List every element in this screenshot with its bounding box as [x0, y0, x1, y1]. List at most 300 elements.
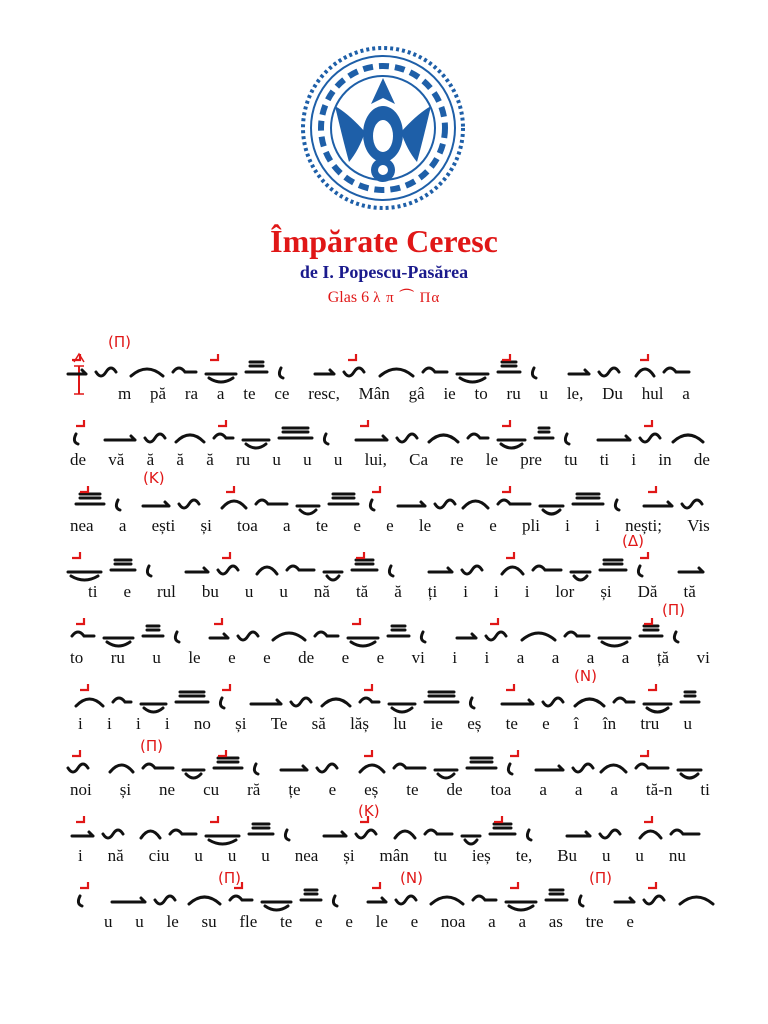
lyric-syllable: de	[70, 450, 87, 469]
neume-gorgon	[297, 506, 319, 514]
lyric-syllable: ru	[110, 648, 125, 667]
neume-apostrophos	[220, 684, 230, 708]
lyric-syllable: a	[516, 648, 525, 667]
lyric-syllable: pli	[521, 516, 540, 535]
lyric-syllable: și	[235, 714, 247, 733]
martyria-ni: (N)	[400, 869, 423, 887]
lyric-syllable: ciu	[148, 846, 170, 865]
lyric-syllable: Mân	[358, 384, 390, 403]
neume-ison	[315, 632, 338, 636]
neume-oligon	[105, 436, 135, 440]
neume-ison	[173, 368, 196, 372]
lyric-syllable: ță	[656, 648, 670, 667]
lyric-line	[70, 779, 710, 801]
lyric-syllable: e	[315, 912, 323, 931]
lyric-syllable: u	[333, 450, 343, 469]
lyric-syllable: ru	[506, 384, 521, 403]
lyric-syllable: te	[315, 516, 329, 535]
neume-petasti	[131, 369, 163, 376]
neume-petasti	[76, 684, 103, 706]
neume-klasma	[573, 494, 603, 504]
lyric-syllable: u	[244, 582, 254, 601]
neume-yporoi	[644, 882, 664, 904]
neume-ison	[671, 830, 699, 834]
lyric-syllable: eș	[364, 780, 379, 799]
neume-klasma	[498, 354, 520, 372]
dove-emblem-image	[299, 44, 467, 212]
neume-klasma	[388, 626, 409, 636]
neume-petasti	[273, 633, 305, 640]
neume-oligon	[210, 618, 228, 638]
lyric-syllable: ti	[599, 450, 610, 469]
neume-petasti	[431, 897, 463, 904]
neume-ison	[565, 632, 589, 636]
lyric-syllable: ți	[427, 582, 438, 601]
lyric-syllable: u	[279, 582, 288, 601]
neume-oligon	[356, 420, 387, 440]
neume-ison	[533, 566, 561, 570]
lyric-syllable: î	[573, 714, 579, 733]
lyric-syllable: tă	[355, 582, 369, 601]
neume-petasti	[429, 435, 458, 442]
lyric-line	[70, 449, 710, 471]
neume-oligon	[679, 568, 703, 572]
neume-klasma	[352, 552, 377, 570]
lyric-syllable: ă	[146, 450, 155, 469]
neume-oligon	[315, 370, 334, 374]
neume-oligon	[567, 832, 590, 836]
lyric-syllable: lu	[393, 714, 407, 733]
lyric-syllable: u	[194, 846, 203, 865]
neume-ison	[287, 566, 314, 570]
neume-apostrophos	[147, 566, 151, 576]
lyric-syllable: a	[539, 780, 547, 799]
neume-yporoi	[462, 566, 482, 574]
lyric-syllable: i	[78, 846, 83, 865]
neume-ison	[360, 684, 379, 702]
lyric-syllable: nă	[107, 846, 124, 865]
neume-yporoi	[600, 830, 620, 838]
neume-oligon	[615, 898, 634, 902]
neume-petasti	[189, 897, 220, 904]
neume-apostrophos	[508, 750, 518, 774]
martyria-pa: (Π)	[108, 333, 131, 351]
lyric-syllable: u	[601, 846, 611, 865]
lyric-syllable: ti	[88, 582, 98, 601]
lyric-syllable: rul	[157, 582, 176, 601]
lyric-syllable: a	[283, 516, 291, 535]
lyric-syllable: e	[345, 912, 353, 931]
neume-gorgon	[206, 816, 239, 844]
lyric-syllable: Du	[602, 384, 623, 403]
neume-gorgon	[262, 902, 291, 910]
neume-petasti	[640, 816, 661, 838]
lyric-syllable: gâ	[408, 384, 425, 403]
lyric-syllable: nă	[313, 582, 330, 601]
martyria-pa: (Π)	[662, 601, 685, 619]
martyria-pa: (Π)	[589, 869, 612, 887]
lyric-syllable: Dă	[637, 582, 658, 601]
neume-oligon	[186, 568, 208, 572]
lyric-syllable: ce	[274, 384, 290, 403]
lyric-syllable: de	[446, 780, 463, 799]
neume-gorgon	[457, 374, 488, 382]
neume-ison	[473, 896, 496, 900]
lyric-syllable: Te	[270, 714, 288, 733]
lyric-syllable: tă	[683, 582, 696, 601]
lyric-syllable: le	[375, 912, 388, 931]
neume-oligon	[68, 354, 86, 374]
lyric-syllable: in	[658, 450, 672, 469]
neume-petasti	[575, 699, 604, 706]
neume-oligon	[569, 370, 589, 374]
lyric-syllable: to	[474, 384, 488, 403]
neume-klasma	[546, 890, 567, 900]
neume-yporoi	[396, 896, 416, 904]
neume-petasti	[110, 765, 133, 772]
neume-ison	[394, 764, 425, 768]
neume-apostrophos	[333, 896, 337, 906]
lyric-syllable: nea	[294, 846, 319, 865]
neume-apostrophos	[527, 830, 531, 840]
lyric-syllable: ă	[394, 582, 402, 601]
neume-gorgon	[571, 572, 590, 580]
neume-klasma	[279, 428, 312, 438]
neume-ison	[170, 830, 196, 834]
neume-apostrophos	[175, 632, 179, 642]
lyric-syllable: te	[243, 384, 256, 403]
neume-oligon	[72, 816, 93, 836]
neume-gorgon	[644, 684, 671, 712]
neume-yporoi	[435, 500, 455, 508]
neume-oligon	[143, 502, 169, 506]
neume-klasma	[640, 618, 662, 636]
lyric-syllable: lui,	[364, 450, 387, 469]
lyric-syllable: a	[216, 384, 225, 403]
lyric-syllable: no	[193, 714, 211, 733]
lyric-syllable: tu	[433, 846, 447, 865]
neume-apostrophos	[470, 698, 474, 708]
lyric-syllable: u	[135, 912, 144, 931]
neume-oligon	[368, 882, 386, 902]
neume-ison	[468, 434, 488, 438]
neume-ison	[230, 882, 252, 900]
neume-petasti	[322, 699, 350, 706]
lyric-syllable: a	[682, 384, 690, 403]
martyria-di: (Δ)	[622, 532, 644, 550]
lyric-syllable: u	[303, 450, 312, 469]
lyric-syllable: e	[228, 648, 236, 667]
lyric-syllable: de	[298, 648, 315, 667]
neume-petasti	[673, 435, 703, 442]
lyric-syllable: Vis	[687, 516, 710, 535]
neume-oligon	[502, 684, 533, 704]
lyric-syllable: lor	[555, 582, 575, 601]
lyric-syllable: nu	[668, 846, 686, 865]
neume-klasma	[301, 890, 321, 900]
lyric-syllable: as	[548, 912, 563, 931]
lyric-syllable: nești;	[625, 516, 662, 535]
neume-ison	[614, 698, 634, 702]
lyric-syllable: tru	[640, 714, 660, 733]
martyria-ke: (K)	[143, 469, 165, 487]
neume-ison	[256, 500, 287, 504]
neume-gorgon	[462, 836, 480, 844]
neume-klasma	[111, 560, 135, 570]
lyric-syllable: ră	[247, 780, 261, 799]
neume-gorgon	[599, 638, 630, 646]
lyric-syllable: i	[631, 450, 637, 469]
neume-oligon	[398, 502, 425, 506]
neume-yporoi	[238, 632, 258, 640]
neume-yporoi	[155, 896, 175, 904]
neume-yporoi	[573, 764, 593, 772]
neume-yporoi	[103, 830, 123, 838]
neume-klasma	[329, 494, 358, 504]
lyric-line	[78, 845, 686, 867]
neume-apostrophos	[279, 368, 283, 378]
lyric-syllable: te,	[515, 846, 533, 865]
neume-yporoi	[543, 698, 563, 706]
lyric-syllable: a	[518, 912, 526, 931]
lyric-syllable: țe	[288, 780, 301, 799]
lyric-syllable: e	[341, 648, 350, 667]
lyric-line	[118, 383, 690, 405]
mode-signature: λ π ⏜ Πα	[373, 290, 441, 306]
lyric-line	[104, 911, 634, 933]
neume-klasma	[600, 560, 626, 570]
lyric-syllable: a	[551, 648, 560, 667]
neume-apostrophos	[78, 882, 88, 906]
neume-klasma	[425, 692, 458, 702]
lyric-syllable: to	[70, 648, 84, 667]
lyric-syllable: m	[118, 384, 132, 403]
neume-petasti	[522, 633, 555, 640]
neume-gorgon	[540, 506, 563, 514]
lyric-syllable: resc,	[308, 384, 340, 403]
neume-klasma	[176, 692, 208, 702]
martyria-pa: (Π)	[140, 737, 163, 755]
lyric-syllable: e	[328, 780, 337, 799]
author-line: de I. Popescu-Pasărea	[299, 262, 469, 282]
lyric-syllable: eș	[467, 714, 482, 733]
neume-gorgon	[348, 618, 378, 646]
lyric-syllable: e	[489, 516, 497, 535]
lyric-syllable: toa	[490, 780, 512, 799]
neume-yporoi	[145, 434, 165, 442]
lyric-syllable: ru	[235, 450, 251, 469]
lyric-syllable: a	[610, 780, 618, 799]
neume-petasti	[141, 831, 160, 838]
lyric-syllable: i	[484, 648, 490, 667]
neume-apostrophos	[532, 368, 536, 378]
lyric-syllable: ne	[159, 780, 176, 799]
lyric-syllable: și	[600, 582, 612, 601]
neume-ison	[113, 698, 131, 702]
lyric-syllable: cu	[203, 780, 220, 799]
lyric-syllable: e	[353, 516, 361, 535]
martyria-ke: (K)	[358, 802, 380, 820]
lyric-syllable: a	[118, 516, 127, 535]
lyric-syllable: ie	[430, 714, 443, 733]
neume-petasti	[502, 552, 523, 574]
neume-apostrophos	[285, 830, 289, 840]
neume-oligon	[324, 832, 346, 836]
neume-yporoi	[640, 420, 660, 442]
lyric-syllable: ești	[151, 516, 176, 535]
lyric-syllable: Ca	[409, 450, 428, 469]
neume-yporoi	[291, 698, 311, 706]
neume-oligon	[644, 486, 672, 506]
neume-yporoi	[218, 552, 238, 574]
lyric-syllable: a	[621, 648, 630, 667]
neume-yporoi	[486, 618, 506, 640]
neume-petasti	[636, 354, 654, 376]
neume-apostrophos	[74, 420, 84, 444]
lyric-syllable: noi	[70, 780, 92, 799]
neume-klasma	[681, 692, 699, 702]
neume-gorgon	[206, 354, 236, 382]
lyric-syllable: e	[123, 582, 131, 601]
lyric-syllable: a	[488, 912, 496, 931]
neume-klasma	[535, 428, 553, 438]
neume-oligon	[598, 436, 630, 440]
lyric-syllable: a	[574, 780, 583, 799]
lyric-syllable: i	[135, 714, 141, 733]
lyric-syllable: i	[452, 648, 458, 667]
neume-petasti	[380, 369, 413, 376]
lyric-syllable: u	[261, 846, 270, 865]
neume-yporoi	[682, 500, 702, 508]
lyric-syllable: u	[635, 846, 644, 865]
lyric-syllable: i	[164, 714, 170, 733]
lyric-syllable: i	[106, 714, 112, 733]
lyric-line	[70, 515, 710, 537]
lyric-syllable: tu	[564, 450, 578, 469]
neume-apostrophos	[116, 500, 120, 510]
lyric-syllable: te	[505, 714, 518, 733]
lyric-syllable: e	[456, 516, 464, 535]
neume-gorgon	[389, 704, 415, 712]
neume-petasti	[601, 765, 626, 772]
neume-klasma	[76, 486, 104, 504]
lyric-syllable: de	[693, 450, 710, 469]
lyric-syllable: le	[166, 912, 179, 931]
neume-yporoi	[96, 368, 116, 376]
neume-ison	[423, 368, 447, 372]
neume-apostrophos	[324, 434, 328, 444]
neume-oligon	[112, 898, 145, 902]
lyric-syllable: hul	[641, 384, 664, 403]
neume-apostrophos	[421, 632, 425, 642]
lyric-syllable: u	[272, 450, 281, 469]
neume-yporoi	[344, 354, 364, 376]
lyric-syllable: să	[311, 714, 326, 733]
neume-gorgon	[141, 704, 166, 712]
lyric-syllable: ra	[184, 384, 199, 403]
neume-ison	[214, 420, 233, 438]
lyric-syllable: i	[78, 714, 83, 733]
lyric-syllable: Bu	[557, 846, 578, 865]
lyric-syllable: ie	[443, 384, 456, 403]
neume-yporoi	[317, 764, 337, 772]
lyric-syllable: și	[119, 780, 132, 799]
neume-ison	[425, 830, 452, 834]
lyric-syllable: u	[539, 384, 549, 403]
lyric-syllable: u	[152, 648, 161, 667]
neume-ison	[664, 368, 689, 372]
lyric-syllable: ieș	[471, 846, 491, 865]
lyric-syllable: i	[565, 516, 570, 535]
lyric-line	[88, 581, 696, 603]
neume-klasma	[490, 816, 515, 834]
lyric-syllable: tă-n	[645, 780, 673, 799]
neume-oligon	[457, 634, 476, 638]
lyric-syllable: ă	[176, 450, 184, 469]
lyric-syllable: e	[410, 912, 419, 931]
lyric-syllable: în	[602, 714, 617, 733]
neume-oligon	[536, 766, 563, 770]
neume-klasma	[143, 626, 163, 636]
hymn-title: Împărate Ceresc	[270, 223, 498, 259]
neume-petasti	[176, 435, 204, 442]
neume-petasti	[463, 501, 488, 508]
neume-yporoi	[179, 500, 199, 508]
neume-oligon	[281, 766, 307, 770]
mode-label: Glas 6	[327, 289, 370, 306]
lyric-syllable: su	[201, 912, 217, 931]
lyric-syllable: i	[493, 582, 499, 601]
neume-apostrophos	[254, 764, 258, 774]
lyric-syllable: e	[626, 912, 634, 931]
lyric-syllable: pre	[520, 450, 542, 469]
neume-klasma	[246, 362, 267, 372]
neume-petasti	[680, 897, 713, 904]
lyric-syllable: e	[263, 648, 271, 667]
lyric-syllable: noa	[440, 912, 466, 931]
lyric-syllable: te	[280, 912, 293, 931]
neume-gorgon	[68, 552, 101, 580]
martyria-pa: (Π)	[218, 869, 241, 887]
neume-klasma	[249, 824, 273, 834]
lyric-syllable: i	[595, 516, 600, 535]
neume-gorgon	[498, 420, 525, 448]
neume-apostrophos	[579, 896, 583, 906]
lyric-syllable: bu	[201, 582, 219, 601]
neume-petasti	[257, 567, 277, 574]
neume-ison	[143, 764, 173, 768]
lyric-syllable: u	[104, 912, 113, 931]
lyric-syllable: e	[376, 648, 385, 667]
neume-klasma	[467, 758, 496, 768]
neume-gorgon	[435, 770, 457, 778]
neume-gorgon	[506, 882, 536, 910]
lyric-line	[70, 647, 710, 669]
neume-ison	[72, 618, 94, 636]
lyric-syllable: și	[200, 516, 212, 535]
neume-klasma	[214, 750, 242, 768]
mode-line	[0, 288, 768, 308]
neume-apostrophos	[370, 486, 380, 510]
lyric-syllable: ă	[206, 450, 214, 469]
neume-gorgon	[183, 770, 204, 778]
lyric-syllable: le	[418, 516, 432, 535]
lyric-syllable: u	[227, 846, 237, 865]
neume-petasti	[395, 831, 415, 838]
neume-gorgon	[678, 770, 701, 778]
neume-apostrophos	[674, 632, 678, 642]
neume-oligon	[429, 568, 452, 572]
